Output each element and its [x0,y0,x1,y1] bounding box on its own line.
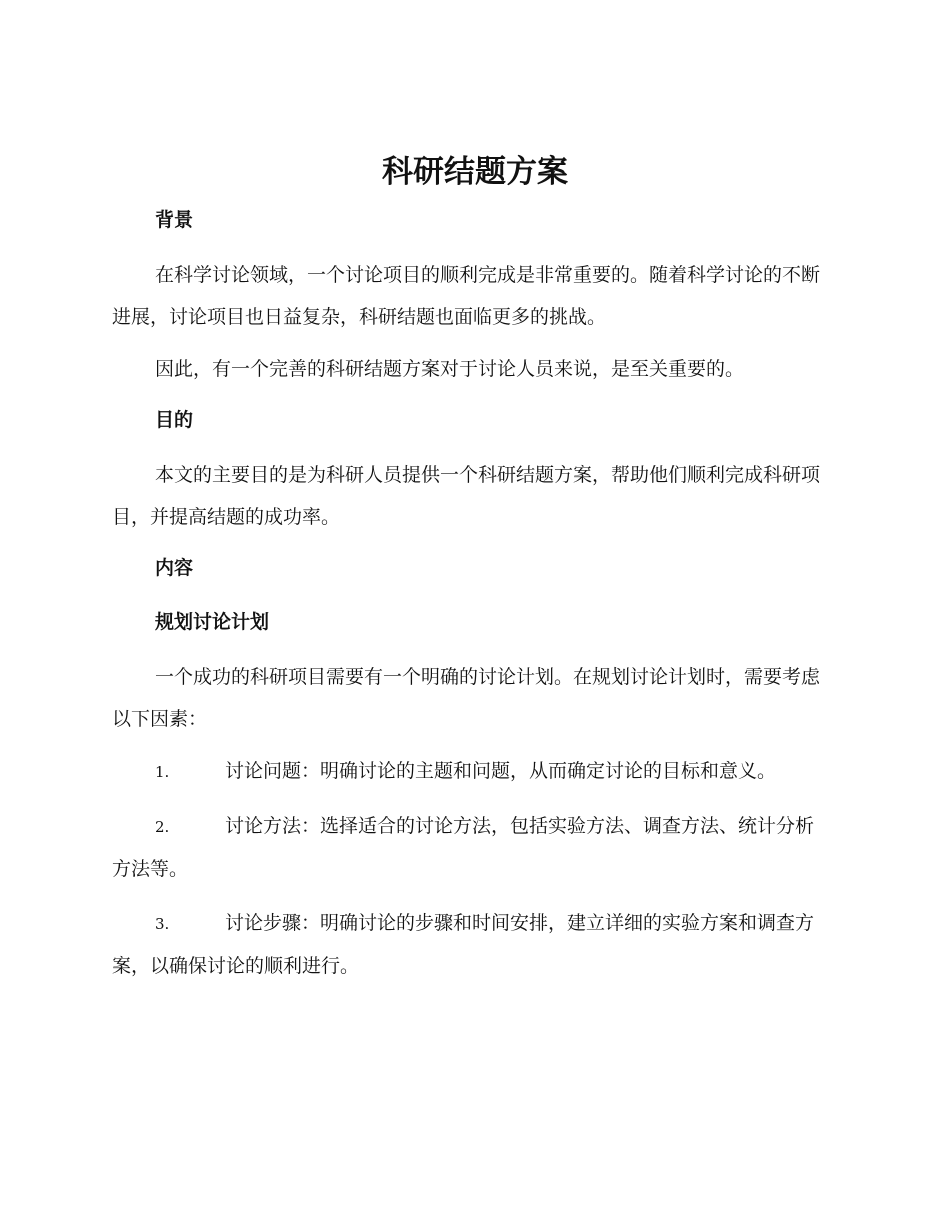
list-item-number: 3. [155,915,170,933]
list-item-number: 1. [155,763,170,781]
list-item-number: 2. [155,818,170,836]
list-item-text: 讨论步骤：明确讨论的步骤和时间安排，建立详细的实验方案和调查方案，以确保讨论的顺利进行。 [112,912,815,977]
content-intro-paragraph: 一个成功的科研项目需要有一个明确的讨论计划。在规划讨论计划时，需要考虑以下因素： [112,666,821,730]
list-item [112,805,830,890]
background-paragraph-2: 因此，有一个完善的科研结题方案对于讨论人员来说，是至关重要的。 [155,358,745,380]
list-item [112,750,830,793]
list-item-text: 讨论问题：明确讨论的主题和问题，从而确定讨论的目标和意义。 [225,760,777,782]
document-title: 科研结题方案 [382,154,568,190]
subheading-plan: 规划讨论计划 [155,611,270,633]
section-heading-background: 背景 [155,209,194,231]
purpose-paragraph-1: 本文的主要目的是为科研人员提供一个科研结题方案，帮助他们顺利完成科研项目，并提高结题的成功率。 [112,464,821,528]
list-item-text: 讨论方法：选择适合的讨论方法，包括实验方法、调查方法、统计分析方法等。 [112,815,815,880]
document-body [112,200,830,999]
background-paragraph-1: 在科学讨论领域，一个讨论项目的顺利完成是非常重要的。随着科学讨论的不断进展，讨论项目也日益复杂，科研结题也面临更多的挑战。 [112,264,821,328]
list-item [112,902,830,987]
section-heading-content: 内容 [155,557,194,579]
section-heading-purpose: 目的 [155,409,194,431]
